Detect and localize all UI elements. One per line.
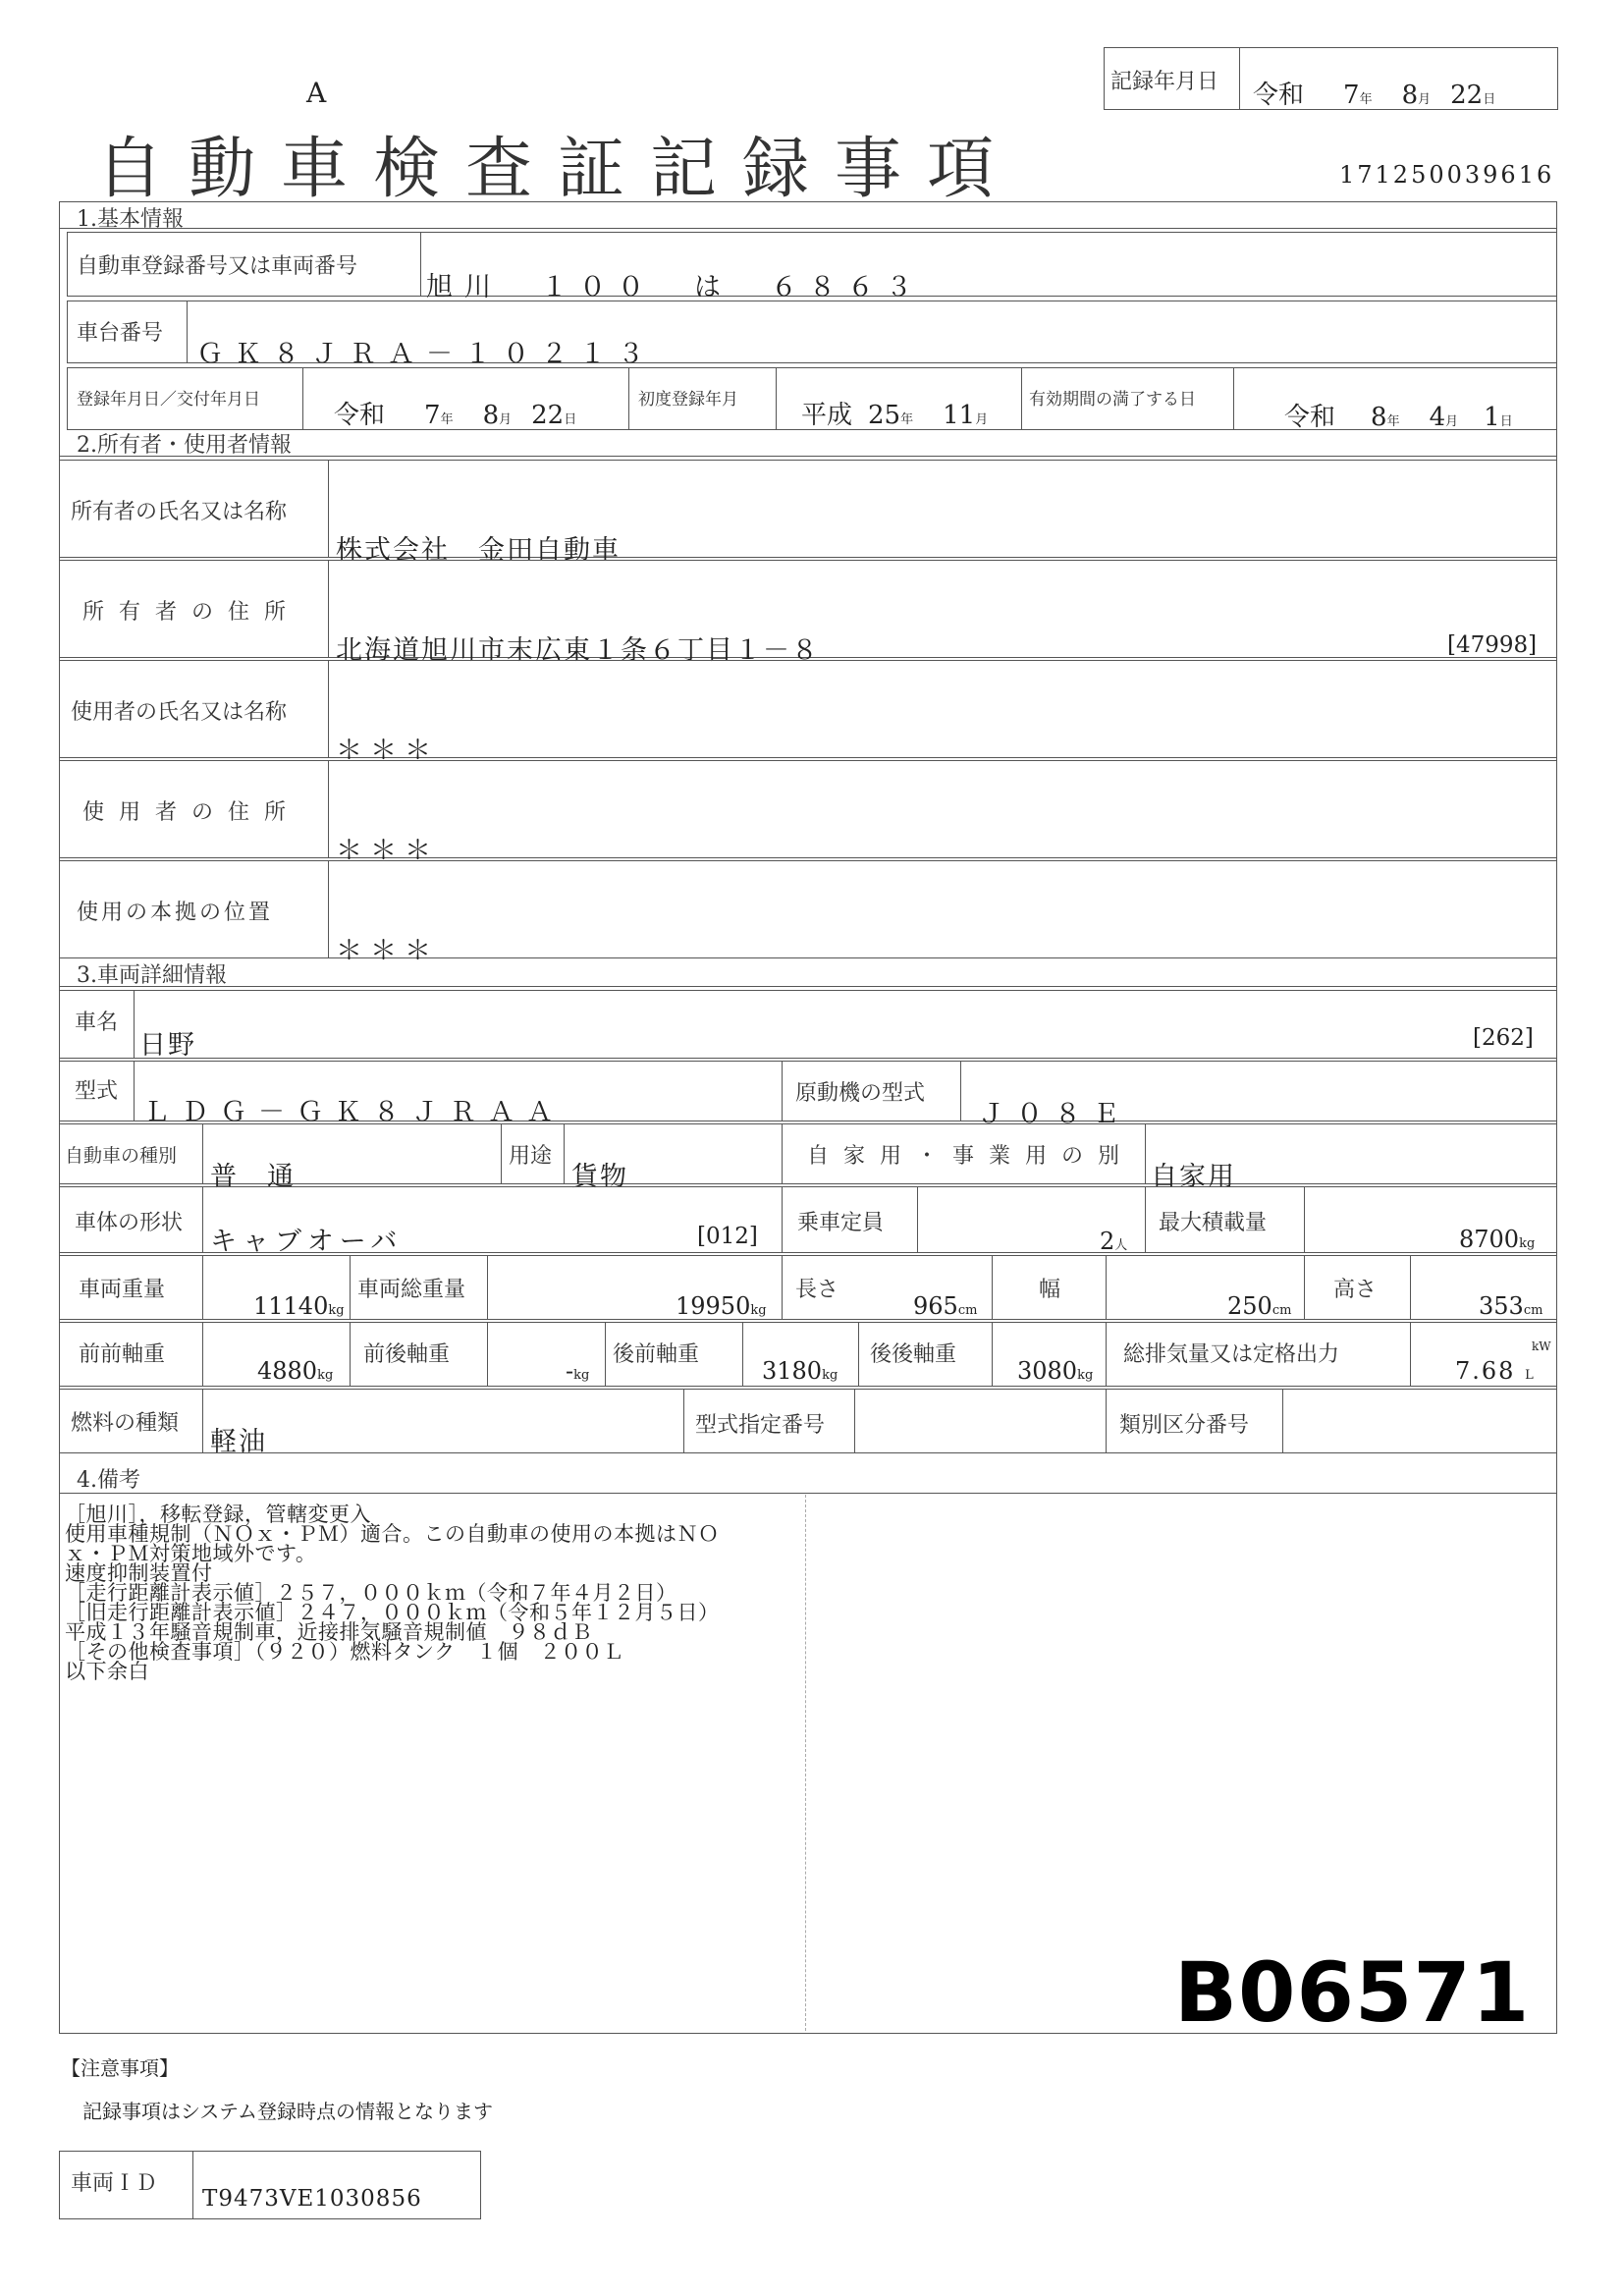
- user-name-value: ＊＊＊: [336, 736, 439, 766]
- remarks-text: ［旭川］，移転登録，管轄変更入 使用車種規制（ＮＯｘ・ＰＭ）適合。この自動車の使用の本拠はＮＯ ｘ・ＰＭ対策地域外です。 速度抑制装置付 ［走行距離計表示値］２５７，０００ｋｍ（令和７年４月２日） ［旧走行距離計表示値］２４７，０００ｋｍ（令和５年１２月５日） 平成１３年騒音規制車，近接排気騒音規制値 ９８ｄＢ ［その他検査事項］（９２０）燃料タンク １個 ２００Ｌ 以下余白: [65, 1503, 720, 1683]
- issue-date-label: 登録年月日／交付年月日: [77, 390, 260, 410]
- capacity-label: 乗車定員: [797, 1211, 885, 1235]
- section-vehicle: 3.車両詳細情報: [77, 963, 227, 988]
- front-front-axle-value: 4880kg: [257, 1357, 334, 1385]
- base-location-label: 使用の本拠の位置: [77, 901, 274, 925]
- max-load-value: 8700kg: [1459, 1226, 1536, 1253]
- record-date-label: 記録年月日: [1110, 70, 1219, 94]
- section-owner: 2.所有者・使用者情報: [77, 433, 292, 458]
- engine-label: 原動機の型式: [795, 1081, 926, 1106]
- model-value: ＬＤＧ－ＧＫ８ＪＲＡＡ: [143, 1097, 565, 1127]
- front-rear-axle-value: -kg: [566, 1357, 590, 1385]
- private-value: 自家用: [1151, 1162, 1236, 1192]
- vehicle-name-label: 車名: [75, 1011, 119, 1035]
- owner-address-code: [47998]: [1447, 632, 1538, 658]
- remarks-center-divider: [805, 1495, 806, 2031]
- length-value: 965cm: [913, 1292, 978, 1320]
- rear-front-axle-value: 3180kg: [762, 1357, 839, 1385]
- kind-label: 自動車の種別: [65, 1145, 178, 1167]
- rear-rear-axle-label: 後後軸重: [870, 1342, 957, 1367]
- vehicle-id-label: 車両ＩＤ: [71, 2171, 158, 2196]
- page-title: 自動車検査証記録事項: [96, 131, 1020, 208]
- serial-number: 171250039616: [1339, 161, 1555, 189]
- user-name-label: 使用者の氏名又は名称: [71, 700, 288, 725]
- chassis-value: ＧＫ８ＪＲＡ－１０２１３: [196, 339, 656, 369]
- designation-label: 型式指定番号: [695, 1413, 826, 1438]
- form-marker: A: [306, 77, 327, 109]
- body-code: [012]: [697, 1224, 758, 1249]
- owner-name-value: 株式会社 金田自動車: [336, 535, 621, 566]
- weight-label: 車両重量: [79, 1278, 166, 1302]
- model-label: 型式: [75, 1079, 119, 1104]
- user-address-value: ＊＊＊: [336, 836, 439, 866]
- section-remarks: 4.備考: [77, 1468, 140, 1493]
- stamp-number: B06571: [1174, 1944, 1531, 2041]
- record-date-value: 令和 7年 8月 22日: [1253, 81, 1496, 110]
- front-front-axle-label: 前前軸重: [79, 1342, 166, 1367]
- height-label: 高さ: [1333, 1278, 1378, 1302]
- width-value: 250cm: [1227, 1292, 1292, 1320]
- gross-weight-label: 車両総重量: [357, 1278, 466, 1302]
- issue-date-value: 令和 7年 8月 22日: [334, 401, 577, 430]
- expiry-label: 有効期間の満了する日: [1029, 390, 1196, 410]
- notice-text: 記録事項はシステム登録時点の情報となります: [82, 2100, 493, 2123]
- length-label: 長さ: [795, 1278, 839, 1302]
- vehicle-id-value: T9473VE1030856: [202, 2186, 422, 2212]
- private-label: 自 家 用 ・ 事 業 用 の 別: [807, 1144, 1123, 1169]
- chassis-label: 車台番号: [77, 321, 164, 346]
- vehicle-name-value: 日野: [139, 1030, 196, 1061]
- use-label: 用途: [509, 1144, 553, 1169]
- reg-number-value: 旭川 １００ は ６８６３: [426, 272, 924, 302]
- owner-name-label: 所有者の氏名又は名称: [71, 500, 288, 524]
- category-label: 類別区分番号: [1119, 1413, 1250, 1438]
- owner-address-label: 所 有 者 の 住 所: [82, 600, 290, 625]
- vehicle-name-code: [262]: [1473, 1025, 1534, 1051]
- weight-value: 11140kg: [253, 1292, 345, 1320]
- base-location-value: ＊＊＊: [336, 936, 439, 966]
- capacity-value: 2人: [1100, 1228, 1128, 1255]
- rear-rear-axle-value: 3080kg: [1017, 1357, 1094, 1385]
- front-rear-axle-label: 前後軸重: [363, 1342, 451, 1367]
- user-address-label: 使 用 者 の 住 所: [82, 800, 290, 825]
- height-value: 353cm: [1479, 1292, 1543, 1320]
- engine-value: Ｊ０８Ｅ: [978, 1099, 1131, 1129]
- expiry-value: 令和 8年 4月 1日: [1284, 403, 1513, 432]
- reg-number-label: 自動車登録番号又は車両番号: [77, 254, 358, 279]
- body-label: 車体の形状: [75, 1211, 184, 1235]
- rear-front-axle-label: 後前軸重: [613, 1342, 700, 1367]
- use-value: 貨物: [571, 1162, 628, 1192]
- body-value: キャブオーバ: [210, 1227, 404, 1257]
- fuel-label: 燃料の種類: [71, 1411, 180, 1436]
- max-load-label: 最大積載量: [1159, 1211, 1268, 1235]
- kw-unit: kW: [1532, 1339, 1551, 1353]
- displacement-value: 7.68 L: [1455, 1357, 1534, 1385]
- section-basic: 1.基本情報: [77, 207, 184, 232]
- displacement-label: 総排気量又は定格出力: [1123, 1342, 1340, 1367]
- gross-weight-value: 19950kg: [676, 1292, 767, 1320]
- owner-address-value: 北海道旭川市末広東１条６丁目１－８: [336, 635, 820, 666]
- width-label: 幅: [1039, 1278, 1061, 1302]
- fuel-value: 軽油: [210, 1427, 267, 1457]
- notice-title: 【注意事項】: [61, 2056, 179, 2080]
- kind-value: 普 通: [210, 1162, 296, 1192]
- first-reg-label: 初度登録年月: [638, 390, 738, 410]
- first-reg-value: 平成 25年 11月: [801, 401, 989, 430]
